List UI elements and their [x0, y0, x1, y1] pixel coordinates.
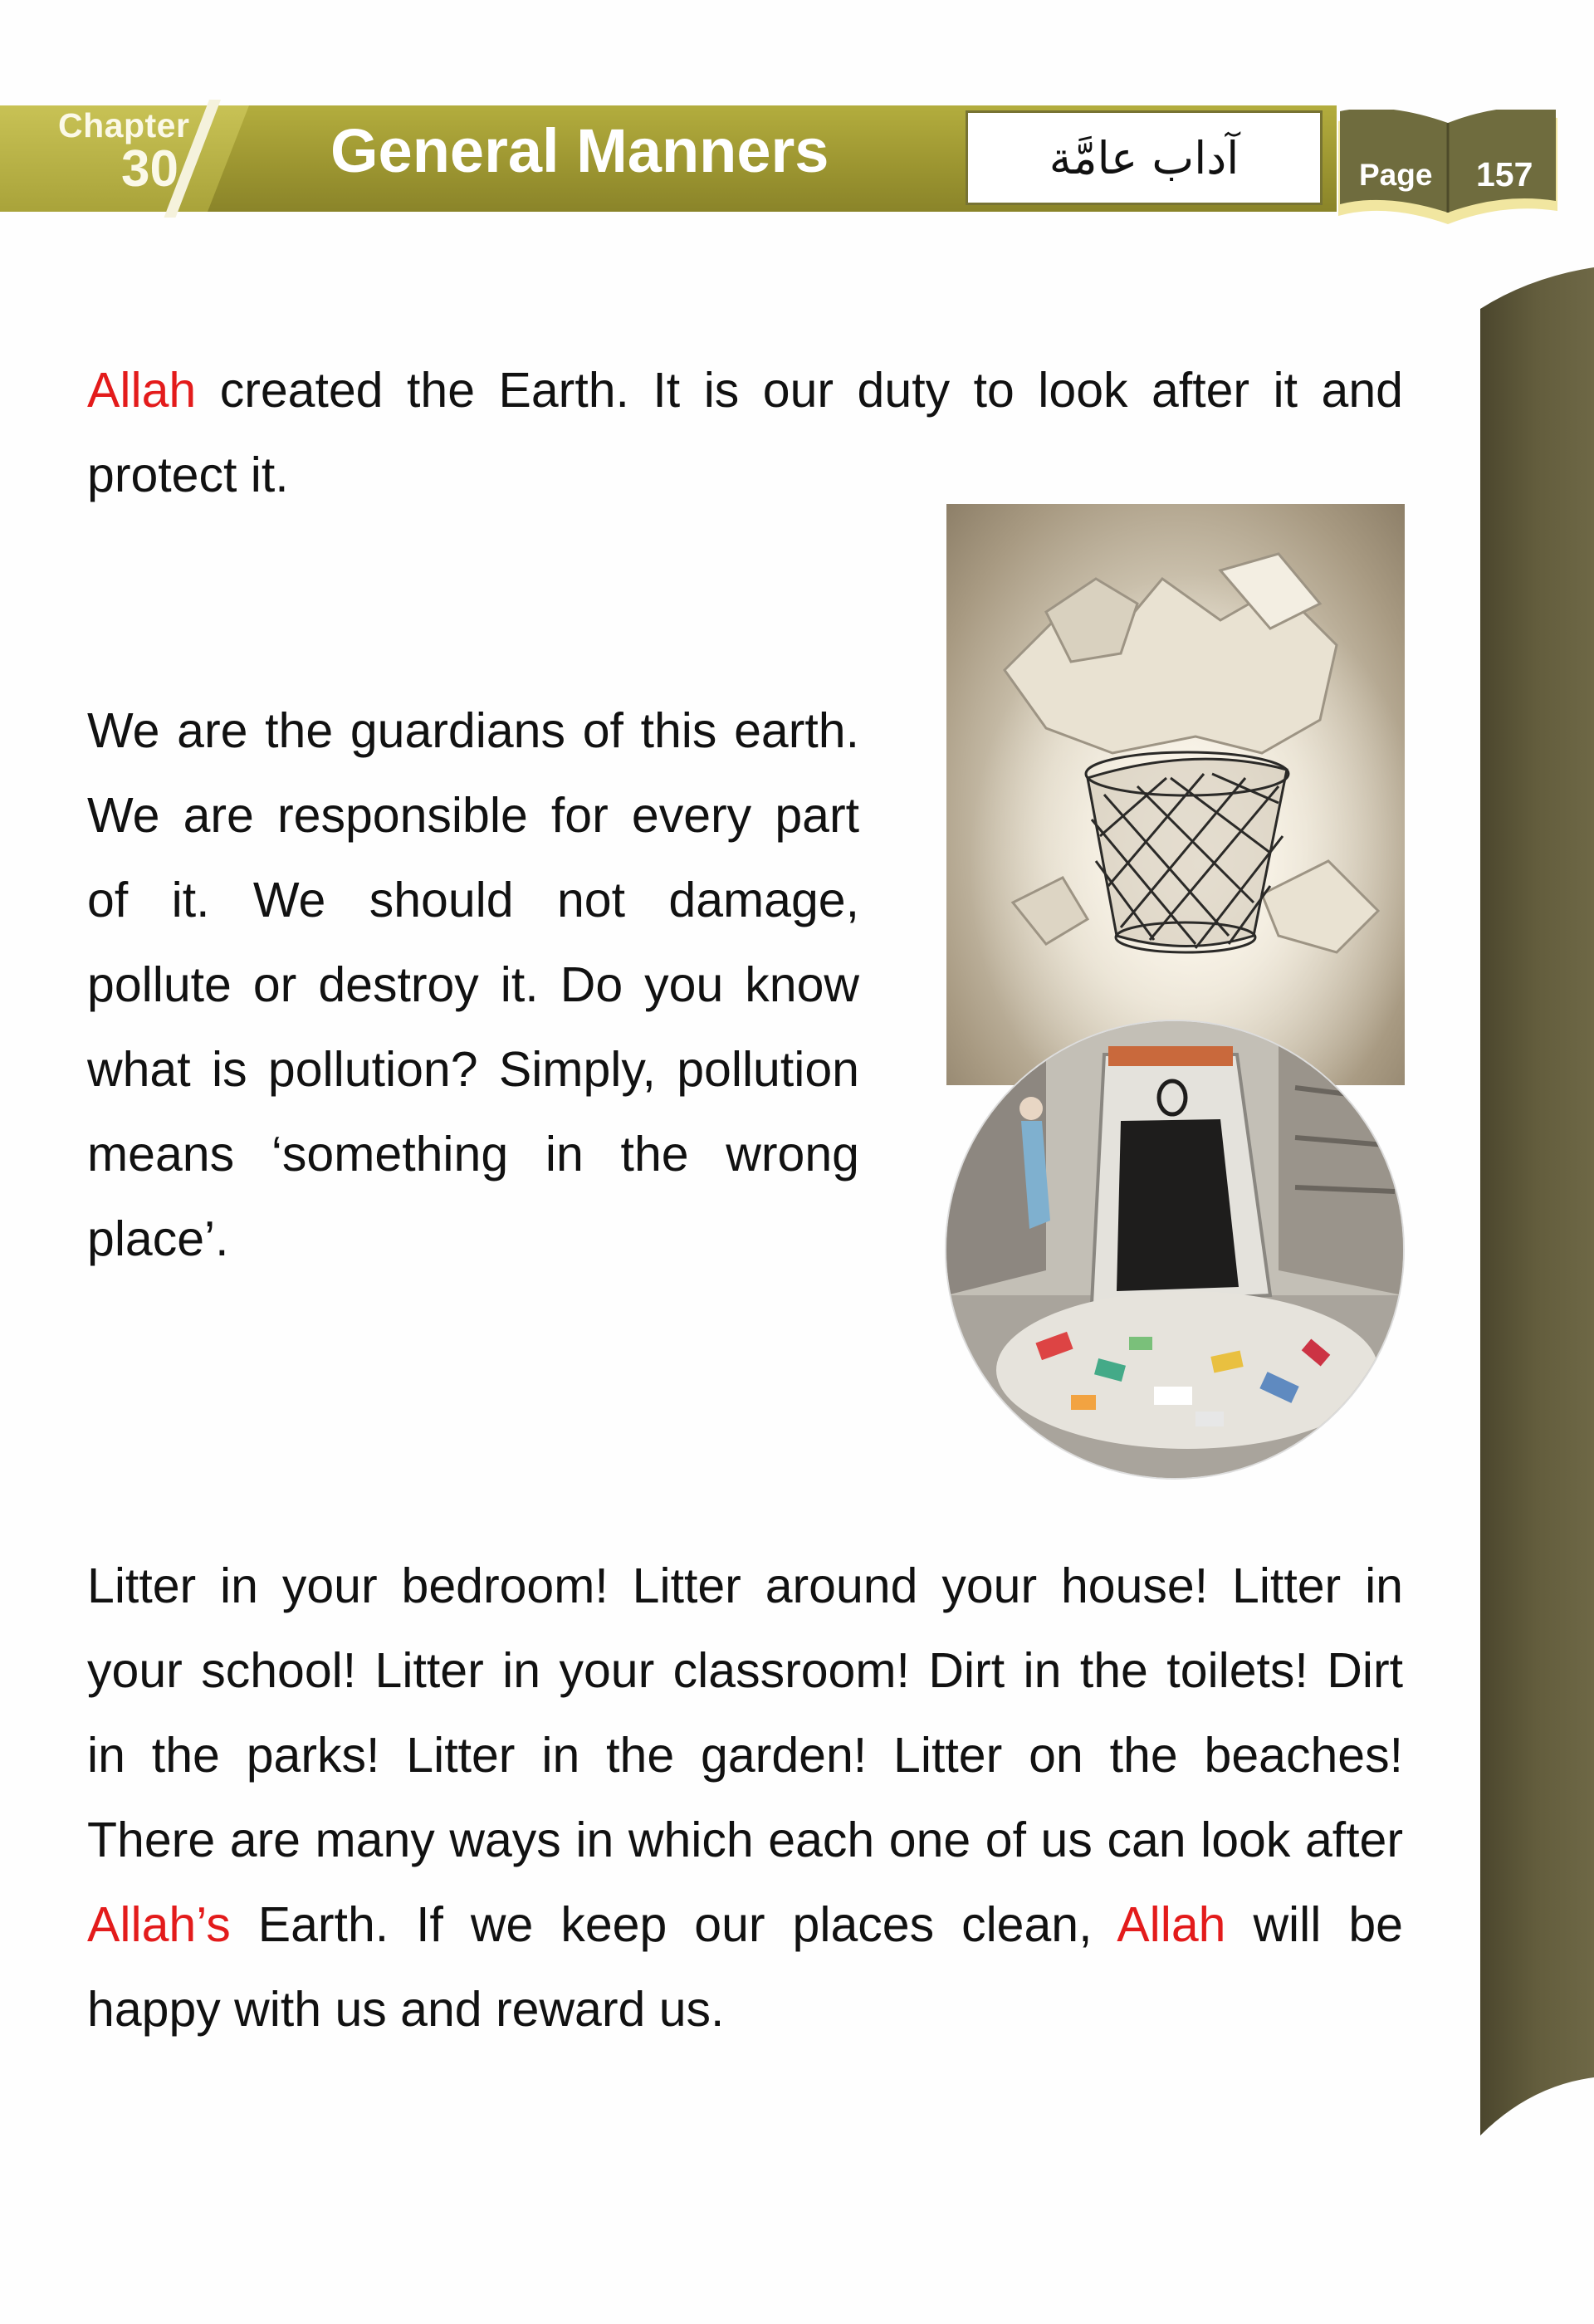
litter-paragraph — [87, 1544, 1403, 2052]
guardians-paragraph: We are the guardians of this earth. We are responsible for every part of it. We should not damage, pollute or destroy it. Do you know what is pollution? Simply, pollution means ‘something in the wrong place’. — [87, 703, 859, 1266]
allahs-highlight: Allah’s — [87, 1897, 231, 1952]
allah-highlight-2: Allah — [1117, 1897, 1226, 1952]
intro-text: created the Earth. It is our duty to look after it and protect it. — [87, 363, 1403, 502]
arabic-title: آداب عامَّة — [1049, 131, 1240, 184]
page-label: Page — [1359, 158, 1433, 192]
arabic-title-box — [966, 110, 1323, 205]
page-edge-bar — [1480, 267, 1594, 2136]
street-litter-bin-photo — [946, 1021, 1403, 1478]
litter-text-2: Earth. If we keep our places clean, — [230, 1897, 1117, 1952]
chapter-number: 30 — [121, 140, 178, 198]
litter-text-3: will be happy with us and reward us. — [87, 1897, 1403, 2037]
chapter-title: General Manners — [330, 116, 829, 185]
page-number: 157 — [1476, 155, 1533, 193]
wastepaper-basket-photo — [946, 504, 1405, 1085]
intro-paragraph — [87, 348, 1403, 517]
litter-text-1: Litter in your bedroom! Litter around your house! Litter in your school! Litter in your classroom! Dirt in the toilets! Dirt in the parks! Litter in the garden! Litter on the beaches! There are many ways in which each one of us can look after — [87, 1558, 1403, 1867]
allah-highlight: Allah — [87, 363, 197, 418]
chapter-label: Chapter — [58, 106, 190, 144]
